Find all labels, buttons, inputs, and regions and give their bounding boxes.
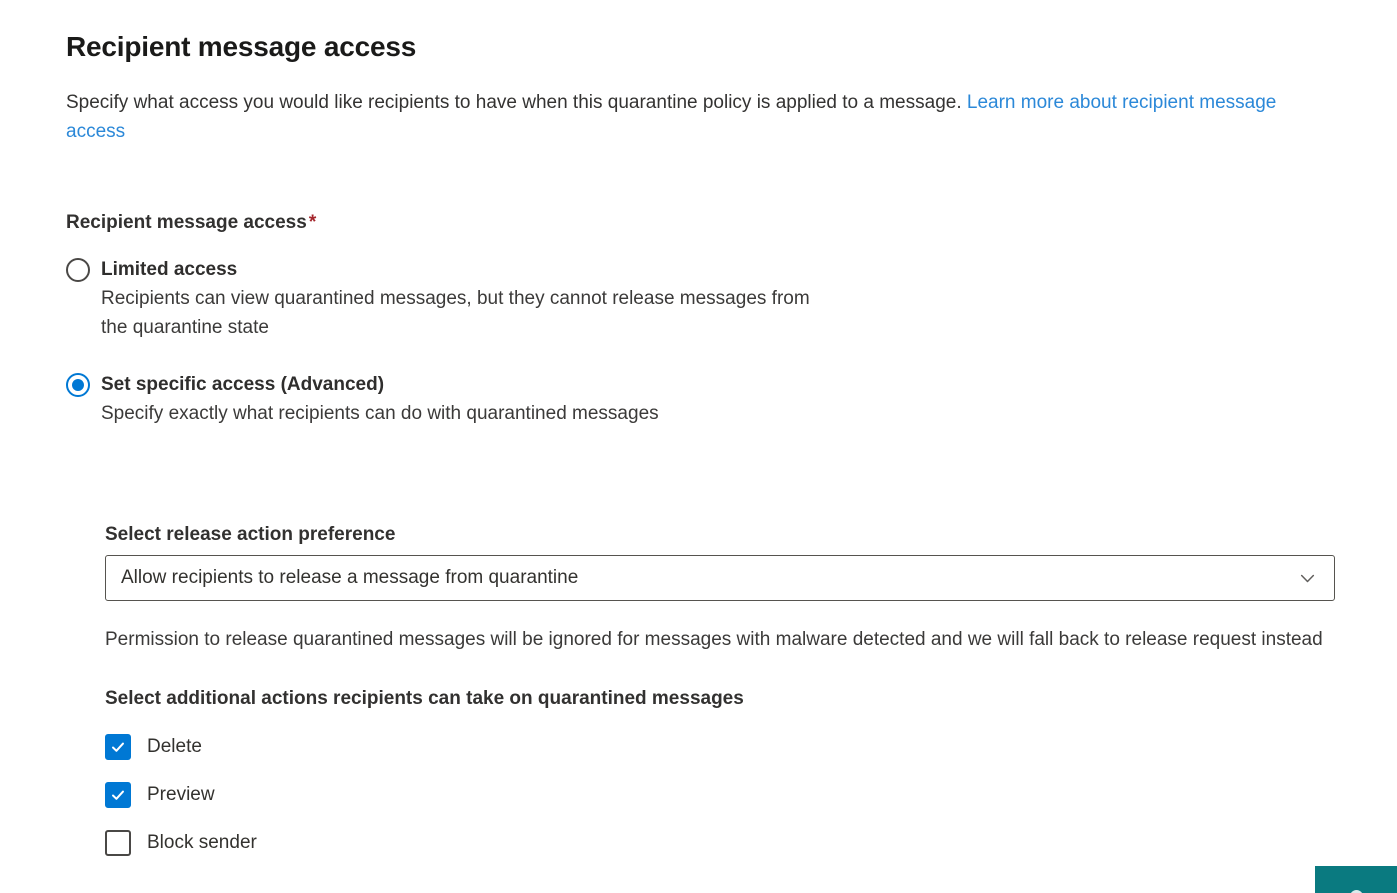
dropdown-selected-value: Allow recipients to release a message from quarantine [121, 567, 579, 588]
checkmark-icon [110, 787, 126, 803]
checkbox-label[interactable]: Preview [147, 784, 215, 805]
radio-button-limited-access[interactable] [66, 258, 90, 282]
additional-actions-label: Select additional actions recipients can take on quarantined messages [105, 688, 744, 709]
radio-option-set-specific-access[interactable] [66, 370, 1397, 428]
checkbox-delete[interactable] [105, 734, 131, 760]
checkbox-label[interactable]: Delete [147, 736, 202, 757]
feedback-button[interactable] [1315, 866, 1397, 893]
release-permission-note: Permission to release quarantined messages will be ignored for messages with malware detected and we will fall back to release request instead [105, 629, 1323, 650]
page-description [66, 88, 1338, 146]
checkbox-preview[interactable] [105, 782, 131, 808]
checkbox-row-block-sender[interactable] [105, 828, 1397, 857]
checkbox-row-preview[interactable] [105, 780, 1397, 809]
radio-button-set-specific-access[interactable] [66, 373, 90, 397]
radio-option-description: Recipients can view quarantined messages, but they cannot release messages from the quarantine state [101, 288, 810, 338]
chevron-down-icon[interactable] [1299, 570, 1316, 587]
checkbox-block-sender[interactable] [105, 830, 131, 856]
required-asterisk: * [308, 212, 317, 233]
checkbox-label[interactable]: Block sender [147, 832, 257, 853]
radio-option-label[interactable]: Set specific access (Advanced) [101, 374, 385, 395]
radio-group-label-text: Recipient message access [66, 212, 307, 233]
learn-more-link[interactable]: Learn more about recipient message access [66, 92, 1277, 142]
advanced-access-subsection [105, 520, 1397, 857]
radio-option-description: Specify exactly what recipients can do with quarantined messages [101, 403, 659, 424]
release-action-preference-dropdown[interactable] [105, 555, 1335, 601]
description-text: Specify what access you would like recipients to have when this quarantine policy is applied to a message. [66, 92, 962, 113]
page-title: Recipient message access [66, 31, 417, 62]
radio-option-limited-access[interactable] [66, 255, 1397, 342]
release-action-preference-label: Select release action preference [105, 524, 396, 545]
radio-option-label[interactable]: Limited access [101, 259, 238, 280]
radio-option-text [101, 255, 816, 342]
radio-group-label [66, 208, 1397, 237]
radio-option-text [101, 370, 659, 428]
checkbox-row-delete[interactable] [105, 732, 1397, 761]
checkmark-icon [110, 739, 126, 755]
